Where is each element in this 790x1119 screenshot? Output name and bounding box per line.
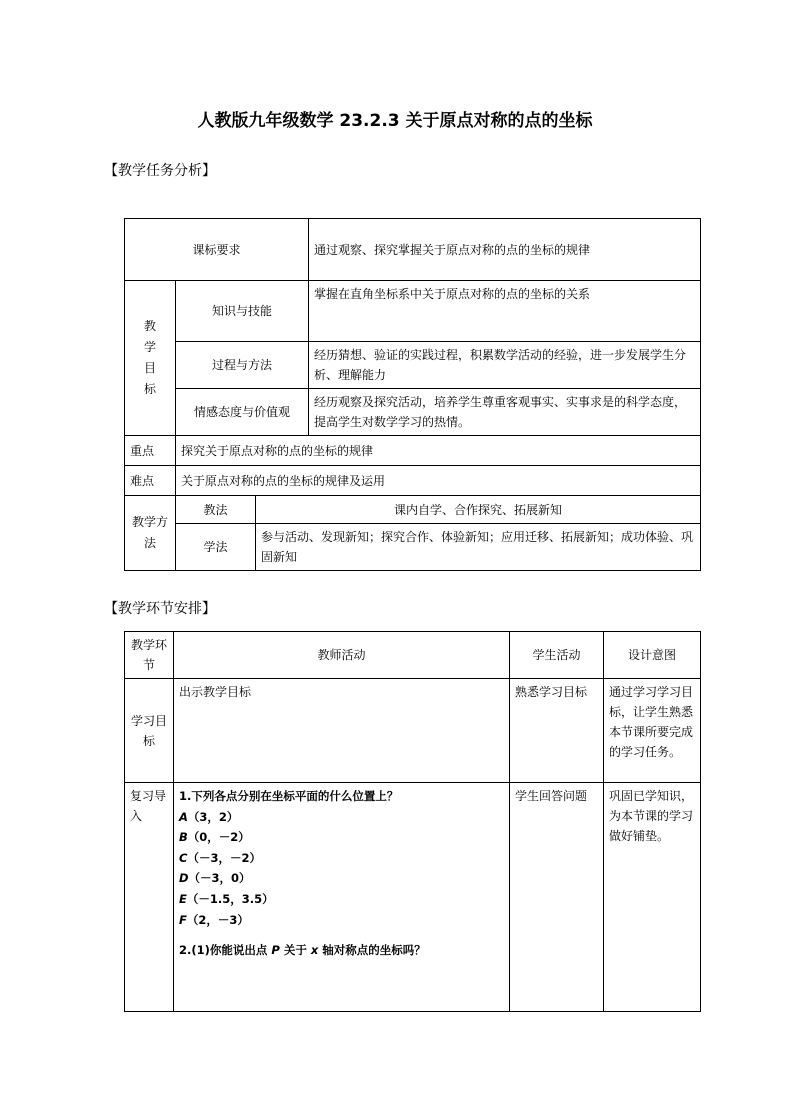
teach-label: 教法 — [176, 496, 256, 524]
point-c: C（－3，－2） — [179, 850, 261, 865]
header-student: 学生活动 — [510, 632, 604, 679]
table-row — [125, 783, 701, 1012]
question-2: 2.(1)你能说出点 P 关于 x 轴对称点的坐标吗？ — [179, 943, 426, 958]
schedule-table — [124, 631, 701, 1012]
difficulty-text: 关于原点对称的点的坐标的规律及运用 — [176, 466, 701, 496]
question-1: 1.下列各点分别在坐标平面的什么位置上？ — [179, 789, 399, 803]
difficulty-label: 难点 — [125, 466, 176, 496]
teacher-cell: 出示教学目标 — [174, 679, 510, 783]
section-heading-schedule: 【教学环节安排】 — [104, 601, 216, 617]
point-e: E（－1.5，3.5） — [179, 891, 274, 906]
key-label: 重点 — [125, 436, 176, 466]
knowledge-text: 掌握在直角坐标系中关于原点对称的点的坐标的关系 — [309, 281, 701, 342]
stage-cell: 学习目标 — [125, 679, 174, 783]
point-d: D（－3，0） — [179, 871, 251, 886]
key-text: 探究关于原点对称的点的坐标的规律 — [176, 436, 701, 466]
attitude-text: 经历观察及探究活动，培养学生尊重客观事实、实事求是的科学态度，提高学生对数学学习的热情。 — [309, 389, 701, 436]
analysis-table — [124, 218, 701, 571]
learn-text: 参与活动、发现新知；探究合作、体验新知；应用迁移、拓展新知；成功体验、巩固新知 — [256, 524, 701, 571]
point-b: B（0，－2） — [179, 830, 250, 845]
header-intent: 设计意图 — [604, 632, 701, 679]
process-label: 过程与方法 — [176, 342, 309, 389]
student-cell: 学生回答问题 — [510, 783, 604, 1012]
standard-label: 课标要求 — [125, 219, 309, 281]
process-text: 经历猜想、验证的实践过程，积累数学活动的经验，进一步发展学生分析、理解能力 — [309, 342, 701, 389]
point-f: F（2，－3） — [179, 912, 249, 927]
section-heading-analysis: 【教学任务分析】 — [104, 163, 216, 179]
knowledge-label: 知识与技能 — [176, 281, 309, 342]
page-title: 人教版九年级数学 23.2.3 关于原点对称的点的坐标 — [197, 111, 593, 131]
intent-cell: 通过学习学习目标，让学生熟悉本节课所要完成的学习任务。 — [604, 679, 701, 783]
intent-cell: 巩固已学知识，为本节课的学习做好铺垫。 — [604, 783, 701, 1012]
goals-label: 教 学 目 标 — [125, 281, 176, 436]
standard-text: 通过观察、探究掌握关于原点对称的点的坐标的规律 — [309, 219, 701, 281]
header-teacher: 教师活动 — [174, 632, 510, 679]
teacher-cell — [174, 783, 510, 1012]
learn-label: 学法 — [176, 524, 256, 571]
attitude-label: 情感态度与价值观 — [176, 389, 309, 436]
header-stage: 教学环节 — [125, 632, 174, 679]
teach-text: 课内自学、合作探究、拓展新知 — [256, 496, 701, 524]
point-a: A（3，2） — [179, 809, 239, 824]
stage-cell: 复习导入 — [125, 783, 174, 1012]
student-cell: 熟悉学习目标 — [510, 679, 604, 783]
method-label: 教学方法 — [125, 496, 176, 571]
table-row — [125, 679, 701, 783]
